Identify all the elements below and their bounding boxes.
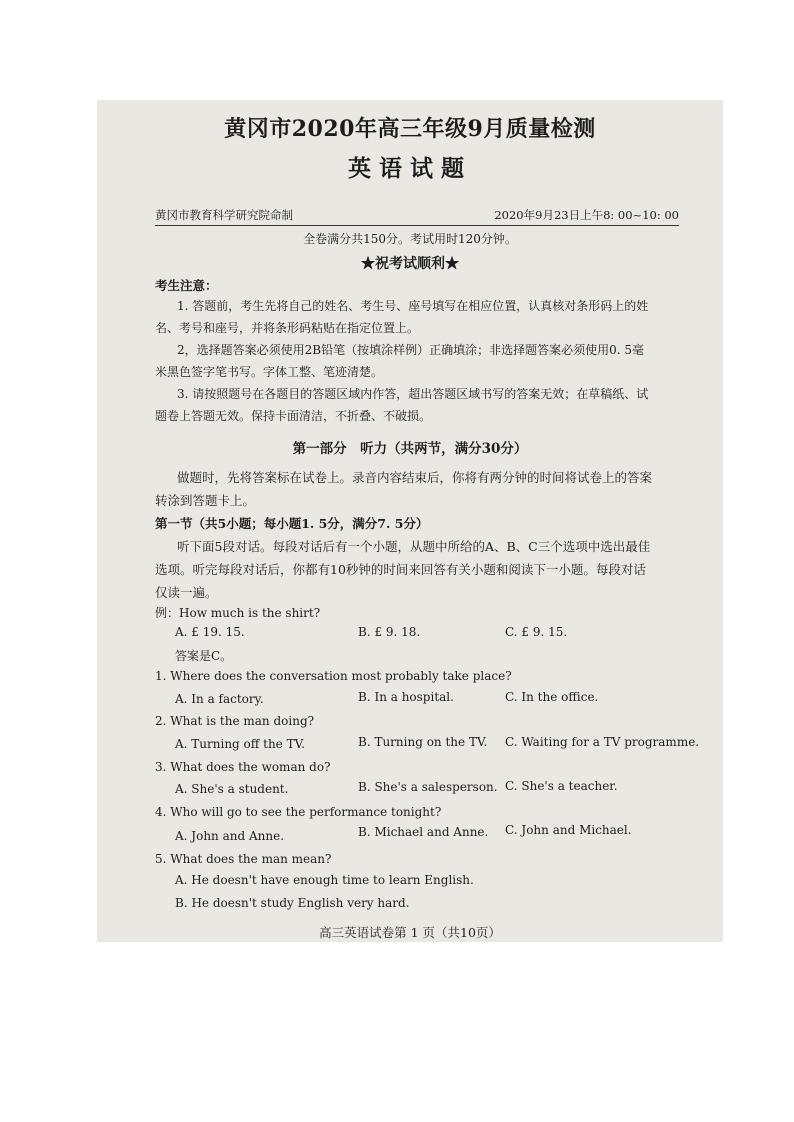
question-2-option-c: C. Waiting for a TV programme. [505, 735, 700, 749]
question-3: 3. What does the woman do? [155, 760, 331, 774]
section1-instr-line-2: 选项。听完每段对话后，你都有10秒钟的时间来回答有关小题和阅读下一小题。每段对话 [155, 562, 646, 577]
question-4-option-b: B. Michael and Anne. [358, 825, 489, 839]
question-5: 5. What does the man mean? [155, 852, 332, 866]
example-option-a: A. £ 19. 15. [175, 625, 245, 639]
section1-instr-line-1: 听下面5段对话。每段对话后有一个小题，从题中所给的A、B、C三个选项中选出最佳 [177, 539, 651, 554]
subject-title: 英语试题 [348, 155, 472, 182]
issuer: 黄冈市教育科学研究院命制 [155, 208, 293, 222]
example-question: 例：How much is the shirt? [155, 606, 321, 620]
part1-intro-line-1: 做题时，先将答案标在试卷上。录音内容结束后，你将有两分钟的时间将试卷上的答案 [177, 470, 653, 485]
exam-sheet [97, 100, 723, 942]
question-4: 4. Who will go to see the performance tonight? [155, 805, 442, 819]
example-answer: 答案是C。 [175, 649, 233, 663]
question-2-option-b: B. Turning on the TV. [358, 735, 488, 749]
question-1: 1. Where does the conversation most probably take place? [155, 669, 512, 683]
question-5-option-a: A. He doesn't have enough time to learn English. [175, 873, 474, 887]
section1-heading: 第一节（共5小题；每小题1. 5分，满分7. 5分） [155, 516, 429, 531]
question-2-option-a: A. Turning off the TV. [175, 737, 305, 751]
exam-title: 黄冈市2020年高三年级9月质量检测 [224, 116, 596, 142]
page-footer: 高三英语试卷第 1 页（共10页） [319, 925, 501, 940]
question-1-option-c: C. In the office. [505, 690, 599, 704]
question-4-option-a: A. John and Anne. [175, 829, 285, 843]
score-time-note: 全卷满分共150分。考试用时120分钟。 [303, 232, 517, 246]
question-4-option-c: C. John and Michael. [505, 823, 632, 837]
notice-item-1-line-2: 名、考号和座号，并将条形码粘贴在指定位置上。 [155, 321, 420, 335]
notice-item-3-line-2: 题卷上答题无效。保持卡面清洁，不折叠、不破损。 [155, 409, 432, 423]
notice-item-2-line-2: 米黑色签字笔书写。字体工整、笔迹清楚。 [155, 365, 384, 379]
question-2: 2. What is the man doing? [155, 714, 315, 728]
example-option-c: C. £ 9. 15. [505, 625, 568, 639]
issuer-row [155, 207, 679, 226]
question-5-option-b: B. He doesn't study English very hard. [175, 896, 410, 910]
example-option-b: B. £ 9. 18. [358, 625, 421, 639]
section1-instr-line-3: 仅读一遍。 [155, 585, 218, 600]
question-3-option-c: C. She's a teacher. [505, 779, 618, 793]
question-3-option-a: A. She's a student. [175, 782, 289, 796]
question-3-option-b: B. She's a salesperson. [358, 780, 498, 794]
notice-item-1-line-1: 1. 答题前，考生先将自己的姓名、考生号、座号填写在相应位置，认真核对条形码上的姓 [177, 299, 649, 313]
part1-intro-line-2: 转涂到答题卡上。 [155, 493, 256, 508]
notice-item-3-line-1: 3. 请按照题号在各题目的答题区域内作答，超出答题区域书写的答案无效；在草稿纸、试 [177, 387, 649, 401]
notice-heading: 考生注意： [155, 278, 218, 293]
notice-item-2-line-1: 2，选择题答案必须使用2B铅笔（按填涂样例）正确填涂；非选择题答案必须使用0. 5毫 [177, 343, 644, 357]
question-1-option-a: A. In a factory. [175, 692, 264, 706]
exam-datetime: 2020年9月23日上午8: 00~10: 00 [494, 208, 679, 222]
blessing: ★祝考试顺利★ [361, 256, 459, 272]
question-1-option-b: B. In a hospital. [358, 690, 454, 704]
part1-heading: 第一部分 听力（共两节，满分30分） [292, 441, 528, 457]
